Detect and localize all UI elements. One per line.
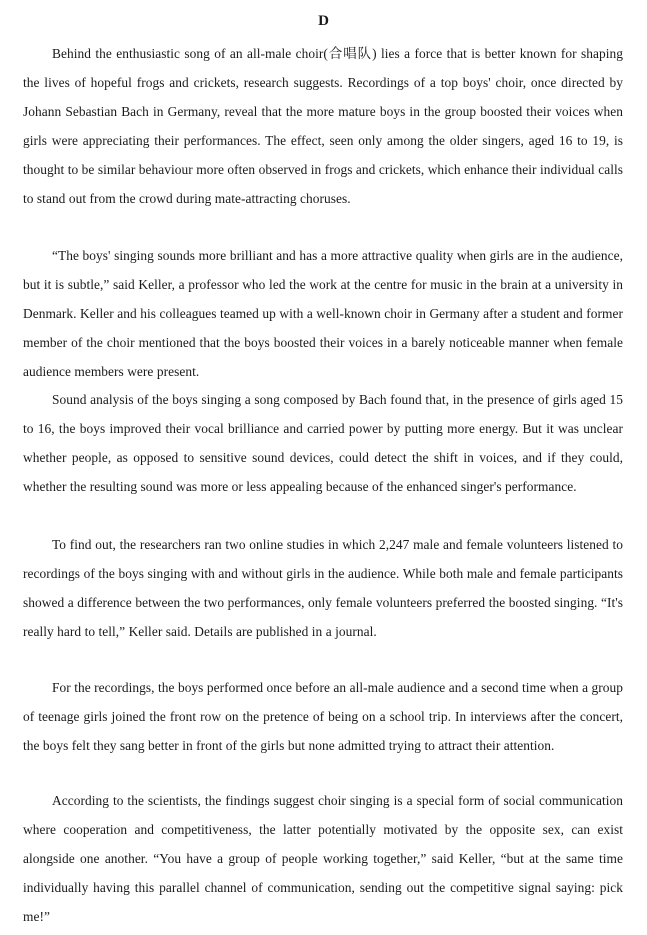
- paragraph-6: According to the scientists, the findings suggest choir singing is a special form of social communication where cooperation and competitiveness, the latter potentially motivated by the opposite sex, can exist alongside one another. “You have a group of people working together,” said Keller, “but at the same time individually having this parallel channel of communication, sending out the competitive signal saying: pick me!”: [23, 793, 623, 924]
- paragraph-1: Behind the enthusiastic song of an all-male choir(合唱队) lies a force that is better known for shaping the lives of hopeful frogs and crickets, research suggests. Recordings of a top boys' choir, once directed by Johann Sebastian Bach in Germany, reveal that the more mature boys in the group boosted their voices when girls were appreciating their performances. The effect, seen only among the older singers, aged 16 to 19, is thought to be similar behaviour more often observed in frogs and crickets, which enhance their individual calls to stand out from the crowd during mate-attracting choruses.: [23, 46, 623, 206]
- paragraph-2: “The boys' singing sounds more brilliant and has a more attractive quality when girls are in the audience, but it is subtle,” said Keller, a professor who led the work at the centre for music in the brain at a university in Denmark. Keller and his colleagues teamed up with a well-known choir in Germany after a student and former member of the choir mentioned that the boys boosted their voices in a barely noticeable manner when female audience members were present.: [23, 248, 623, 379]
- paragraph-5: For the recordings, the boys performed once before an all-male audience and a second time when a group of teenage girls joined the front row on the pretence of being on a school trip. In interviews after the concert, the boys felt they sang better in front of the girls but none admitted trying to attract their attention.: [23, 680, 623, 753]
- paragraph-4: To find out, the researchers ran two online studies in which 2,247 male and female volunteers listened to recordings of the boys singing with and without girls in the audience. While both male and female participants showed a difference between the two performances, only female volunteers preferred the boosted singing. “It's really hard to tell,” Keller said. Details are published in a journal.: [23, 537, 623, 639]
- paragraph-3: Sound analysis of the boys singing a song composed by Bach found that, in the presence of girls aged 15 to 16, the boys improved their vocal brilliance and carried power by putting more energy. But it was unclear whether people, as opposed to sensitive sound devices, could detect the shift in voices, and if they could, whether the resulting sound was more or less appealing because of the enhanced singer's performance.: [23, 392, 623, 494]
- section-heading: D: [318, 13, 329, 29]
